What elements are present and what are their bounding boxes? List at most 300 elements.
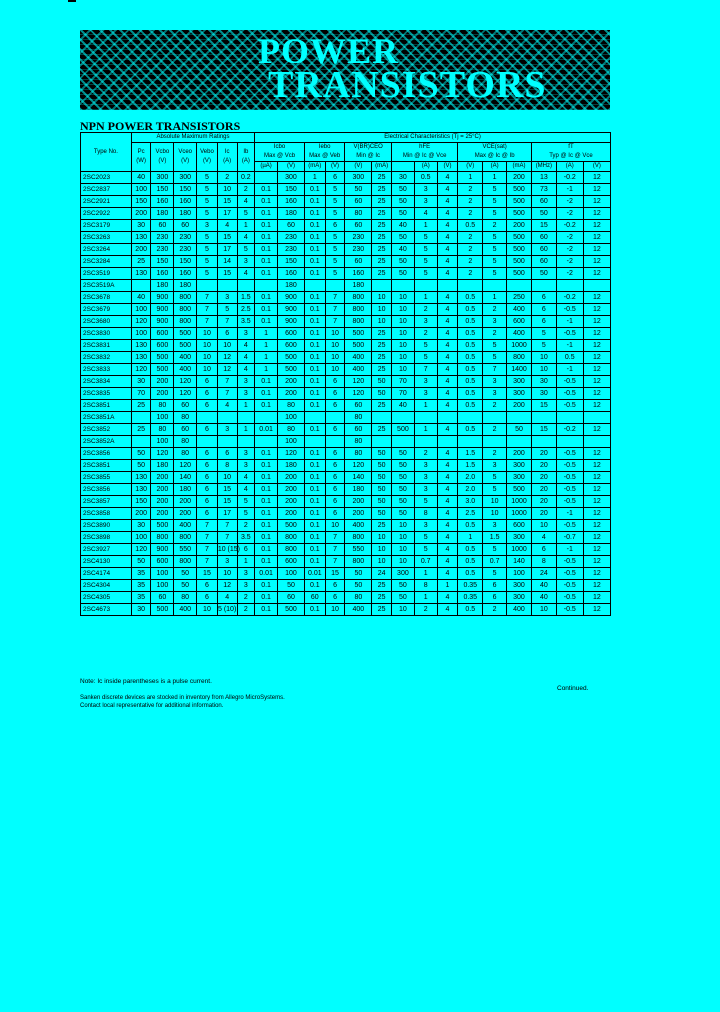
table-cell: 25	[372, 196, 392, 208]
table-cell: 1.5	[458, 448, 483, 460]
table-cell: 6	[197, 424, 218, 436]
table-cell: 50	[392, 196, 415, 208]
table-cell	[437, 436, 458, 448]
table-cell: 4	[437, 544, 458, 556]
table-cell: 300	[151, 172, 174, 184]
table-cell: 160	[345, 268, 372, 280]
table-cell: 5	[325, 268, 345, 280]
table-cell: 80	[345, 436, 372, 448]
table-cell: 2	[237, 184, 255, 196]
table-cell	[414, 280, 437, 292]
table-cell: 7	[325, 556, 345, 568]
table-cell: 180	[277, 208, 304, 220]
table-cell: 60	[345, 220, 372, 232]
table-cell: 200	[151, 472, 174, 484]
table-cell: 40	[392, 220, 415, 232]
table-cell: 30	[531, 388, 556, 400]
table-cell: 200	[277, 376, 304, 388]
table-cell: 10	[217, 340, 237, 352]
table-cell: 0.1	[304, 520, 325, 532]
table-cell: 80	[151, 400, 174, 412]
table-cell: 25	[372, 520, 392, 532]
table-cell: 5	[237, 496, 255, 508]
table-cell: 10	[197, 364, 218, 376]
table-cell: 5	[325, 256, 345, 268]
table-cell: 50	[277, 580, 304, 592]
table-cell: 35	[131, 592, 151, 604]
table-cell: 300	[392, 568, 415, 580]
table-cell: 230	[345, 232, 372, 244]
table-row	[81, 556, 611, 568]
table-cell: 4	[437, 400, 458, 412]
table-cell: 12	[583, 232, 610, 244]
table-cell: 400	[174, 520, 197, 532]
table-cell: 100	[131, 184, 151, 196]
table-cell: 0.1	[255, 304, 278, 316]
table-row	[81, 196, 611, 208]
table-cell: 5	[237, 244, 255, 256]
col-vcesat: VCE(sat) Max @ Ic @ Ib	[458, 143, 532, 162]
table-cell: 5	[414, 232, 437, 244]
footnote-1: Sanken discrete devices are stocked in inventory from Allegro MicroSystems.	[80, 695, 285, 701]
table-cell: 2.0	[458, 484, 483, 496]
table-cell: 200	[151, 508, 174, 520]
table-cell: 60	[345, 424, 372, 436]
table-cell: 50	[507, 424, 532, 436]
table-cell: 1	[458, 532, 483, 544]
table-cell: 10	[325, 520, 345, 532]
table-cell: 0.5	[458, 352, 483, 364]
table-cell: 12	[583, 352, 610, 364]
table-cell: 100	[151, 580, 174, 592]
table-cell: 0.1	[304, 184, 325, 196]
table-cell	[304, 412, 325, 424]
table-cell: 25	[372, 604, 392, 616]
table-cell: 10	[392, 364, 415, 376]
table-cell: 40	[392, 400, 415, 412]
table-cell: 10	[483, 508, 507, 520]
table-cell: 150	[151, 256, 174, 268]
table-cell: 3	[237, 328, 255, 340]
table-cell: 800	[345, 556, 372, 568]
table-cell	[372, 436, 392, 448]
table-cell: 12	[583, 196, 610, 208]
table-cell: 4	[437, 328, 458, 340]
table-cell: 25	[372, 220, 392, 232]
table-cell: 100	[131, 304, 151, 316]
type-no-cell: 2SC4130	[81, 556, 132, 568]
table-cell: 25	[372, 580, 392, 592]
table-cell: 150	[277, 184, 304, 196]
table-cell: 200	[345, 496, 372, 508]
table-cell: 12	[217, 580, 237, 592]
table-cell: 600	[277, 340, 304, 352]
table-cell: 0.7	[483, 556, 507, 568]
table-cell: 50	[531, 208, 556, 220]
table-cell: 6	[325, 448, 345, 460]
table-cell: 50	[372, 472, 392, 484]
table-cell: 0.1	[255, 472, 278, 484]
table-cell: 12	[583, 184, 610, 196]
table-cell: 0.1	[255, 544, 278, 556]
table-cell: 25	[372, 172, 392, 184]
table-cell: 0.1	[304, 424, 325, 436]
table-cell: 800	[174, 304, 197, 316]
table-cell	[325, 436, 345, 448]
table-row	[81, 208, 611, 220]
table-cell: 4	[437, 208, 458, 220]
table-cell: 5	[483, 232, 507, 244]
table-cell: 3	[237, 580, 255, 592]
table-cell: 0.1	[255, 520, 278, 532]
table-cell: 4	[437, 196, 458, 208]
table-cell	[237, 412, 255, 424]
col-vcbo: Vcbo (V)	[151, 143, 174, 172]
table-cell: 50	[392, 484, 415, 496]
table-cell: 800	[174, 556, 197, 568]
table-cell: 100	[277, 412, 304, 424]
table-cell: 7	[325, 316, 345, 328]
table-cell: 5	[483, 352, 507, 364]
table-cell: 0.35	[458, 580, 483, 592]
table-cell: 230	[174, 232, 197, 244]
table-cell	[255, 412, 278, 424]
table-cell: 0.5	[458, 388, 483, 400]
table-cell: 12	[583, 244, 610, 256]
table-cell: 10	[392, 556, 415, 568]
table-cell	[372, 412, 392, 424]
table-cell: 60	[531, 244, 556, 256]
table-cell: 300	[277, 172, 304, 184]
table-cell	[197, 436, 218, 448]
table-cell: 10	[372, 532, 392, 544]
table-cell: 12	[583, 568, 610, 580]
table-cell: 12	[583, 508, 610, 520]
unit-ft-3: (V)	[583, 162, 610, 172]
table-cell: 10	[217, 568, 237, 580]
type-no-cell: 2SC3833	[81, 364, 132, 376]
table-cell: 2.5	[458, 508, 483, 520]
table-cell: 180	[174, 484, 197, 496]
table-cell: 50	[372, 376, 392, 388]
table-cell: 50	[392, 496, 415, 508]
table-cell: 12	[583, 208, 610, 220]
table-cell: 0.1	[255, 484, 278, 496]
table-cell: 120	[131, 316, 151, 328]
table-cell: 40	[531, 592, 556, 604]
table-cell: 1	[255, 340, 278, 352]
table-cell	[304, 436, 325, 448]
table-cell: 100	[131, 328, 151, 340]
type-no-cell: 2SC4673	[81, 604, 132, 616]
table-cell: 0.1	[255, 208, 278, 220]
table-cell: 4	[437, 256, 458, 268]
table-cell: 230	[174, 244, 197, 256]
table-cell: 3	[483, 376, 507, 388]
table-cell: 15	[217, 268, 237, 280]
table-cell: 0.1	[304, 196, 325, 208]
table-cell: 3	[237, 256, 255, 268]
table-cell: 0.5	[458, 292, 483, 304]
table-cell	[531, 436, 556, 448]
table-cell: 60	[531, 196, 556, 208]
table-cell: 15	[217, 496, 237, 508]
table-cell	[255, 436, 278, 448]
table-cell: 12	[583, 424, 610, 436]
table-cell: 150	[131, 496, 151, 508]
table-cell: 120	[131, 544, 151, 556]
table-cell: 6	[325, 220, 345, 232]
table-cell	[556, 436, 583, 448]
table-cell: 10	[197, 328, 218, 340]
table-cell: -0.5	[556, 592, 583, 604]
type-no-cell: 2SC3851	[81, 460, 132, 472]
table-row	[81, 292, 611, 304]
table-cell: 4	[437, 532, 458, 544]
table-cell: 800	[507, 352, 532, 364]
table-cell: 6	[325, 508, 345, 520]
unit-ft-1: (MHz)	[531, 162, 556, 172]
table-cell: 400	[174, 604, 197, 616]
table-cell: 200	[345, 508, 372, 520]
table-cell: -2	[556, 208, 583, 220]
table-cell: 6	[325, 424, 345, 436]
table-cell: 3	[483, 520, 507, 532]
table-cell: 4	[437, 568, 458, 580]
table-cell: 0.5	[458, 364, 483, 376]
table-cell: 5	[483, 544, 507, 556]
table-cell: 0.5	[458, 220, 483, 232]
table-cell: 2.5	[237, 304, 255, 316]
table-cell: 4	[437, 424, 458, 436]
table-cell: 600	[277, 328, 304, 340]
table-cell: 7	[483, 364, 507, 376]
table-cell: 1	[483, 172, 507, 184]
table-cell: 100	[151, 568, 174, 580]
table-cell: 80	[277, 400, 304, 412]
table-cell: 800	[174, 532, 197, 544]
table-cell: 80	[174, 592, 197, 604]
table-cell: 2	[217, 172, 237, 184]
table-cell: -0.2	[556, 292, 583, 304]
table-cell: 0.01	[304, 568, 325, 580]
table-cell: 10	[392, 292, 415, 304]
table-cell: 500	[151, 364, 174, 376]
table-cell: 5	[414, 256, 437, 268]
table-cell: 2	[483, 400, 507, 412]
type-no-cell: 2SC3284	[81, 256, 132, 268]
table-cell: 20	[531, 496, 556, 508]
table-cell: 500	[345, 340, 372, 352]
table-cell: 0.5	[458, 340, 483, 352]
type-no-cell: 2SC3519A	[81, 280, 132, 292]
table-cell: 25	[372, 592, 392, 604]
table-cell: 0.1	[304, 532, 325, 544]
table-cell	[483, 436, 507, 448]
table-cell: 3	[217, 292, 237, 304]
group-abs-max: Absolute Maximum Ratings	[131, 133, 254, 143]
table-cell: 25	[131, 256, 151, 268]
table-cell: 1	[414, 424, 437, 436]
table-cell: 60	[345, 400, 372, 412]
table-cell: 2	[414, 304, 437, 316]
table-cell: 6	[197, 580, 218, 592]
table-cell: 4	[237, 268, 255, 280]
table-cell: 500	[507, 232, 532, 244]
table-row	[81, 220, 611, 232]
table-cell: 4	[437, 220, 458, 232]
table-cell: 1.5	[237, 292, 255, 304]
table-cell	[237, 436, 255, 448]
table-cell: 6	[197, 400, 218, 412]
table-cell: 12	[583, 544, 610, 556]
table-cell: 1	[414, 292, 437, 304]
table-cell: 300	[174, 172, 197, 184]
table-cell: 24	[531, 568, 556, 580]
table-cell: 500	[507, 184, 532, 196]
table-cell: 400	[345, 352, 372, 364]
table-cell: 500	[151, 604, 174, 616]
table-cell: 6	[325, 496, 345, 508]
table-cell: 50	[392, 580, 415, 592]
table-row	[81, 184, 611, 196]
table-cell: 5	[414, 244, 437, 256]
table-cell: 600	[507, 520, 532, 532]
type-no-cell: 2SC3263	[81, 232, 132, 244]
table-cell: 12	[583, 556, 610, 568]
table-cell: 7	[217, 532, 237, 544]
table-cell: 12	[583, 400, 610, 412]
table-cell: 150	[151, 184, 174, 196]
table-cell: 0.1	[304, 256, 325, 268]
table-cell: 160	[151, 268, 174, 280]
table-cell: -0.5	[556, 580, 583, 592]
table-cell: 900	[151, 316, 174, 328]
table-cell: 50	[345, 184, 372, 196]
table-cell	[531, 280, 556, 292]
table-cell: 2	[483, 220, 507, 232]
table-cell: 3	[237, 568, 255, 580]
type-no-cell: 2SC3851A	[81, 412, 132, 424]
table-cell: 1	[414, 592, 437, 604]
table-cell: 200	[151, 484, 174, 496]
table-cell: 1	[237, 220, 255, 232]
table-cell: 8	[414, 508, 437, 520]
table-cell: 4	[217, 592, 237, 604]
table-cell: 12	[583, 520, 610, 532]
table-cell: 5	[483, 268, 507, 280]
table-cell: 300	[507, 460, 532, 472]
table-cell: 200	[277, 388, 304, 400]
table-cell: 4	[437, 232, 458, 244]
table-cell: 1400	[507, 364, 532, 376]
table-cell: 0.35	[458, 592, 483, 604]
table-cell: 120	[131, 364, 151, 376]
table-cell: 2	[458, 244, 483, 256]
table-cell: 0.1	[304, 208, 325, 220]
table-cell: -1	[556, 508, 583, 520]
table-body	[81, 172, 611, 616]
table-cell: 12	[583, 472, 610, 484]
table-cell: 4	[437, 508, 458, 520]
table-cell: 6	[325, 400, 345, 412]
banner-line-2: TRANSISTORS	[268, 64, 547, 106]
table-cell: 60	[151, 220, 174, 232]
section-title: NPN POWER TRANSISTORS	[80, 119, 241, 133]
table-cell: 150	[174, 184, 197, 196]
table-cell: 6	[531, 544, 556, 556]
table-cell	[197, 412, 218, 424]
table-cell: 70	[131, 388, 151, 400]
table-cell: 130	[131, 472, 151, 484]
table-cell: 6	[217, 448, 237, 460]
table-cell	[392, 436, 415, 448]
table-cell: 5	[414, 544, 437, 556]
table-row	[81, 460, 611, 472]
table-cell: 12	[583, 592, 610, 604]
table-cell: 5	[483, 184, 507, 196]
table-cell: 0.1	[304, 556, 325, 568]
table-row	[81, 328, 611, 340]
table-cell: 3	[237, 460, 255, 472]
table-cell: 10	[325, 328, 345, 340]
table-cell: 120	[174, 388, 197, 400]
table-cell: 4	[437, 448, 458, 460]
banner-title	[258, 31, 608, 106]
table-cell: 150	[174, 256, 197, 268]
table-cell: 50	[392, 184, 415, 196]
table-cell	[507, 280, 532, 292]
table-cell: 2	[458, 232, 483, 244]
table-row	[81, 580, 611, 592]
table-cell: 500	[507, 268, 532, 280]
type-no-cell: 2SC2837	[81, 184, 132, 196]
table-cell: 0.1	[304, 244, 325, 256]
table-cell: 3	[237, 448, 255, 460]
type-no-cell: 2SC3858	[81, 508, 132, 520]
unit-iebo-1: (mA)	[304, 162, 325, 172]
table-cell: 0.1	[304, 328, 325, 340]
type-no-cell: 2SC4174	[81, 568, 132, 580]
table-cell: 60	[277, 220, 304, 232]
table-cell: 70	[392, 388, 415, 400]
table-cell	[217, 280, 237, 292]
unit-vcesat-2: (A)	[483, 162, 507, 172]
table-row	[81, 604, 611, 616]
table-cell: 0.1	[255, 556, 278, 568]
table-cell: 0.1	[304, 580, 325, 592]
table-cell: 6	[483, 580, 507, 592]
table-cell: 17	[217, 508, 237, 520]
table-cell: 20	[531, 460, 556, 472]
table-cell: -0.2	[556, 172, 583, 184]
table-cell: 7	[325, 304, 345, 316]
table-cell: 10	[392, 532, 415, 544]
table-cell: 12	[583, 172, 610, 184]
table-cell: 200	[507, 448, 532, 460]
table-cell: 500	[277, 604, 304, 616]
table-cell: 230	[277, 244, 304, 256]
table-cell: 3.0	[458, 496, 483, 508]
table-cell: 800	[174, 292, 197, 304]
table-cell: 15	[531, 424, 556, 436]
table-cell: 12	[583, 292, 610, 304]
table-cell: 6	[197, 496, 218, 508]
table-cell: -1	[556, 364, 583, 376]
table-cell: 180	[151, 208, 174, 220]
table-row	[81, 544, 611, 556]
table-cell: 6	[217, 328, 237, 340]
